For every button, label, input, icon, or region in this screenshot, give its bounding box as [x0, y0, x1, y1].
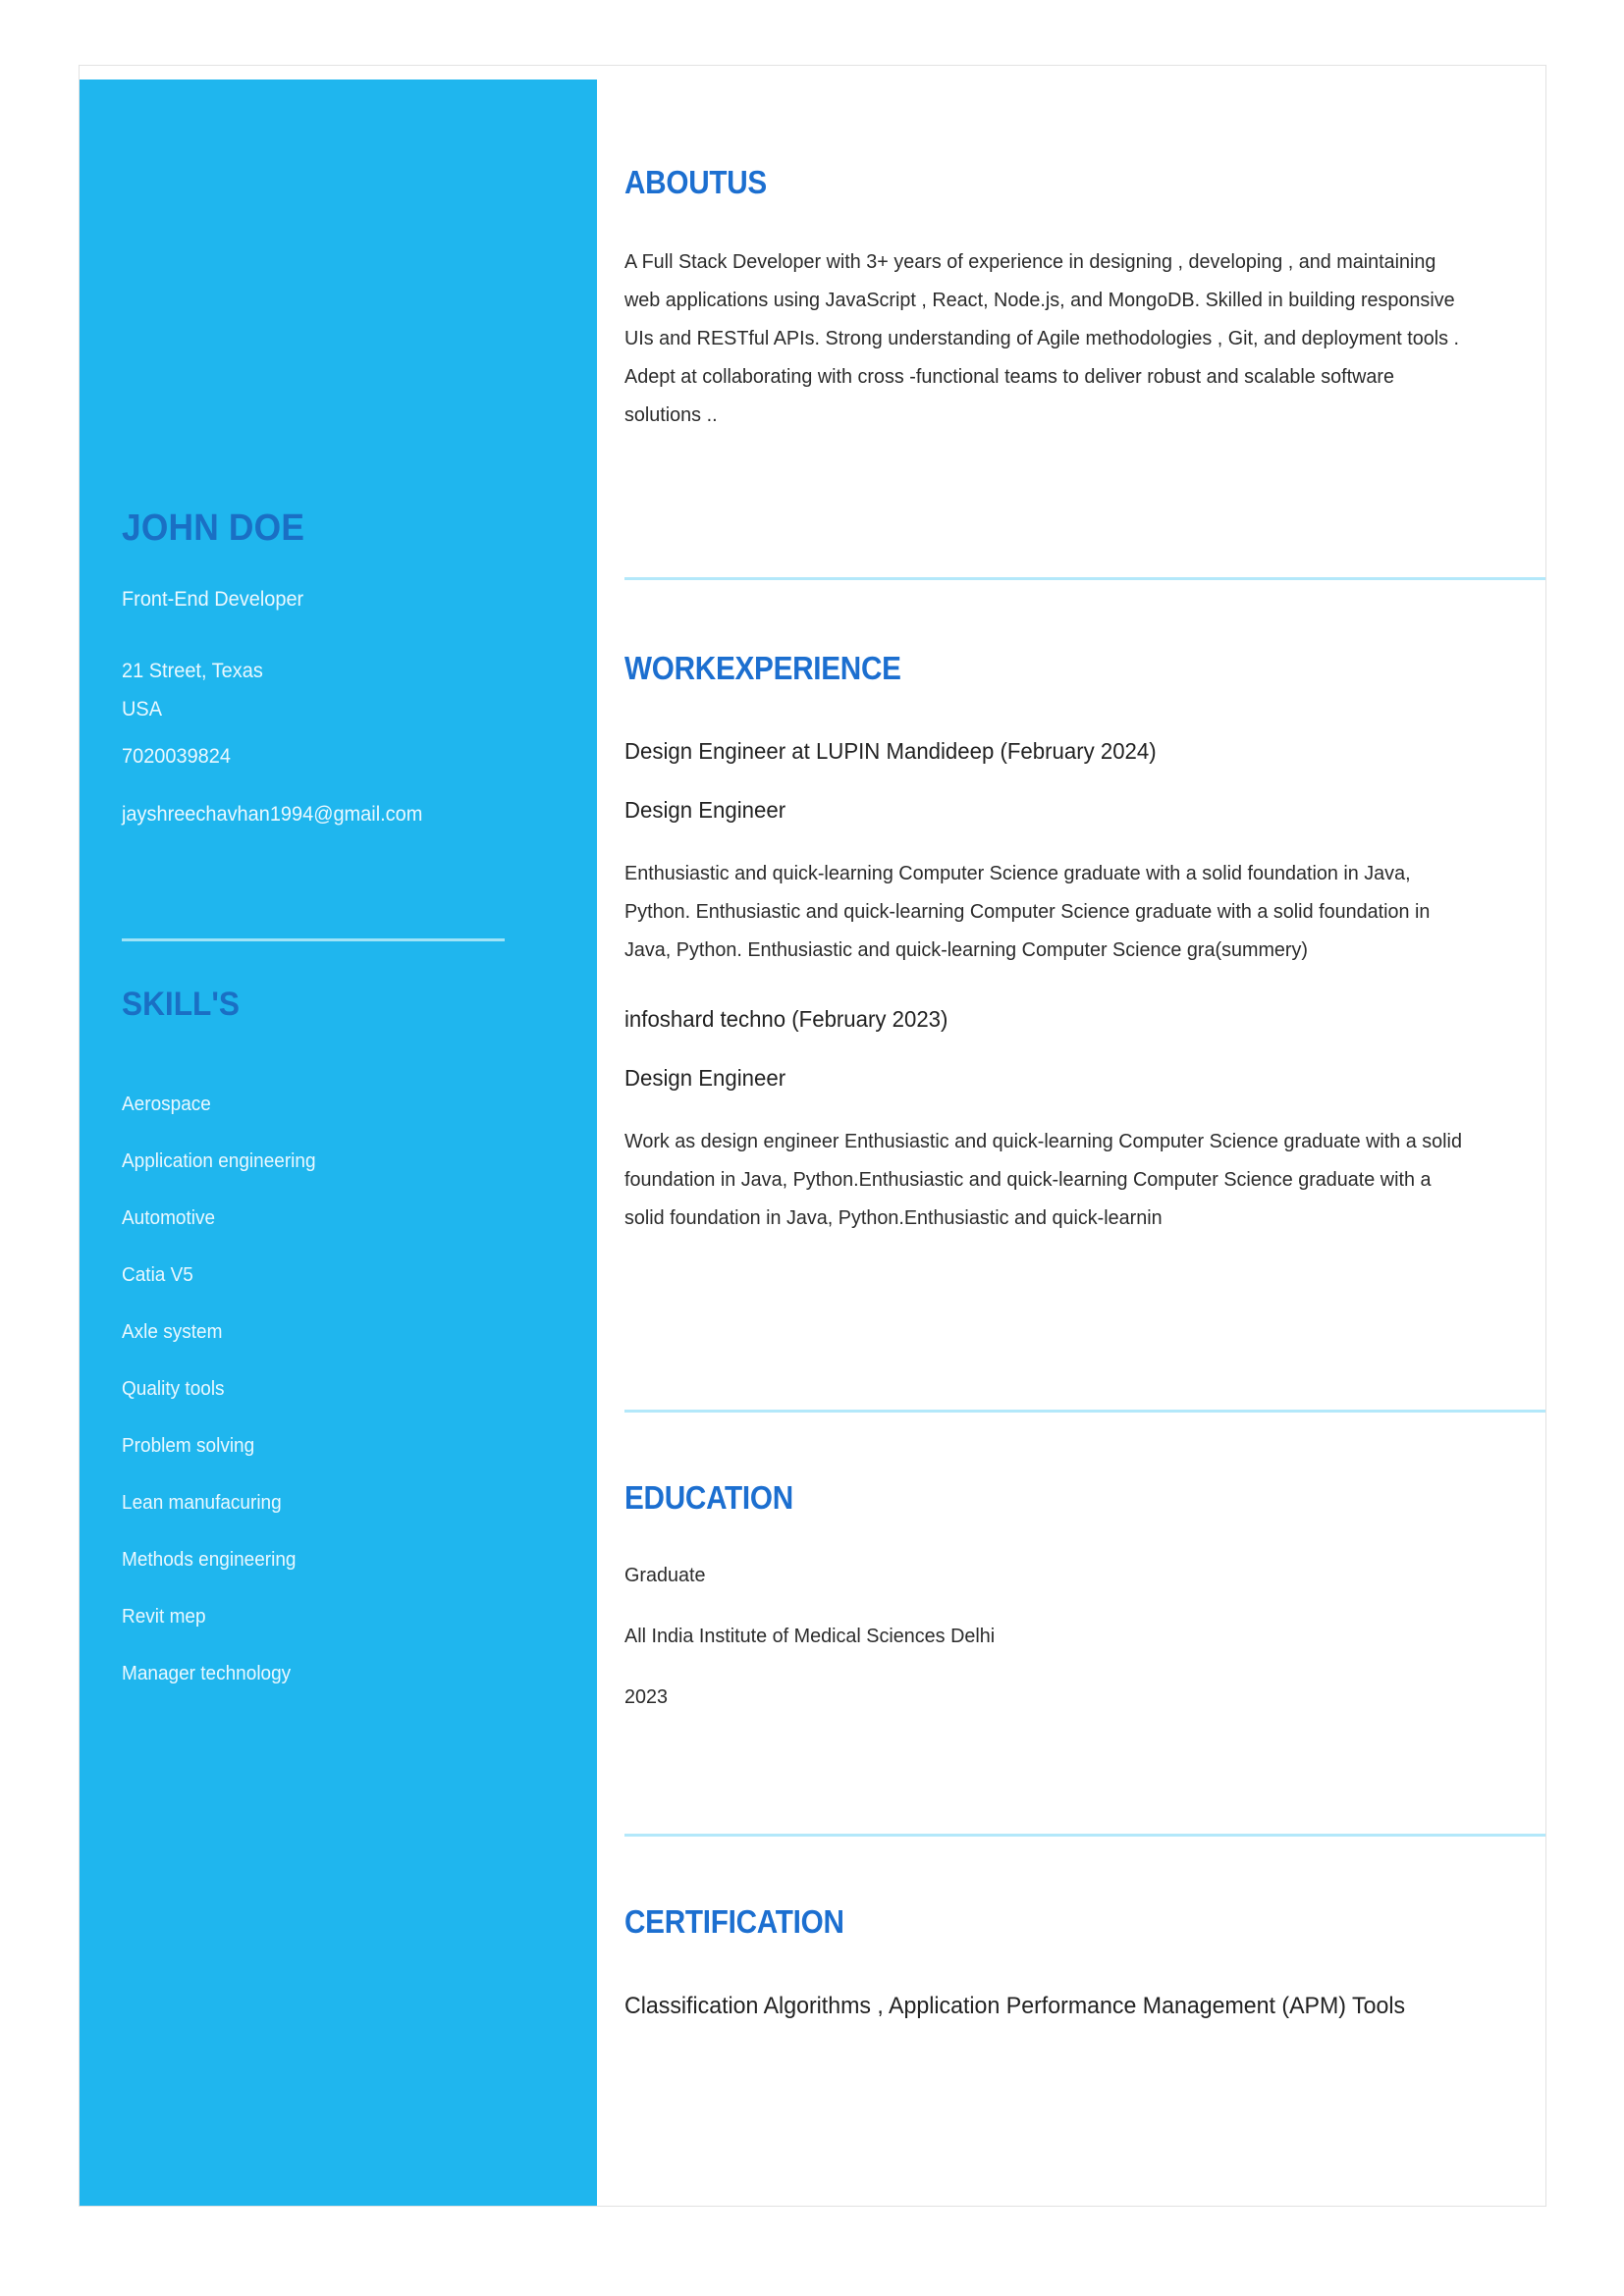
section-divider: [624, 1834, 1546, 1837]
list-item: Methods engineering: [122, 1549, 297, 1571]
list-item: Quality tools: [122, 1378, 225, 1400]
work-entry-description: Enthusiastic and quick-learning Computer Science graduate with a solid foundation in Java, Python. Enthusiastic and quick-learning Computer Science graduate with a solid foundation in Java, Python. Enthusiastic and quick-learning Computer Science gra(summery): [624, 862, 1431, 961]
resume-page: [79, 65, 1546, 2207]
list-item: Manager technology: [122, 1663, 292, 1684]
about-text: A Full Stack Developer with 3+ years of experience in designing , developing , and maintaining web applications using JavaScript , React, Node.js, and MongoDB. Skilled in building responsive UIs and RESTful APIs. Strong understanding of Agile methodologies , Git, and deployment tools . Adept at collaborating with cross -functional teams to deliver robust and scalable software solutions ..: [624, 250, 1460, 426]
work-entry-title: infoshard techno (February 2023): [624, 1006, 948, 1032]
list-item: Aerospace: [122, 1094, 211, 1115]
list-item: Application engineering: [122, 1150, 316, 1172]
list-item: Problem solving: [122, 1435, 255, 1457]
skills-list: [122, 1091, 577, 1717]
about-section: [624, 164, 1506, 434]
certification-text: Classification Algorithms , Application Performance Management (APM) Tools: [624, 1993, 1406, 2019]
list-item: Automotive: [122, 1207, 216, 1229]
list-item: Axle system: [122, 1321, 223, 1343]
main-column: [597, 66, 1545, 2206]
list-item: Lean manufacuring: [122, 1492, 282, 1514]
phone-number: 7020039824: [122, 745, 231, 768]
work-entry: [624, 1002, 1506, 1237]
candidate-name: JOHN DOE: [122, 507, 305, 549]
sidebar-divider: [122, 938, 505, 941]
sidebar: [80, 80, 597, 2207]
education-heading: EDUCATION: [624, 1479, 793, 1516]
address-block: [122, 652, 263, 728]
work-entry-description: Work as design engineer Enthusiastic and quick-learning Computer Science graduate with a solid foundation in Java, Python.Enthusiastic and quick-learning Computer Science graduate with a solid foundation in Java, Python.Enthusiastic and quick-learnin: [624, 1130, 1462, 1229]
about-heading: ABOUTUS: [624, 164, 767, 200]
candidate-role: Front-End Developer: [122, 588, 304, 611]
address-line-2: USA: [122, 698, 163, 721]
list-item: Revit mep: [122, 1606, 206, 1628]
education-year: 2023: [624, 1685, 669, 1708]
skills-heading: SKILL'S: [122, 986, 240, 1023]
section-divider: [624, 1410, 1546, 1413]
work-section: [624, 650, 1506, 1237]
work-entry-title: Design Engineer at LUPIN Mandideep (February 2024): [624, 738, 1157, 764]
education-institution: All India Institute of Medical Sciences Delhi: [624, 1625, 996, 1647]
list-item: Catia V5: [122, 1264, 193, 1286]
work-entry: [624, 734, 1506, 969]
work-heading: WORKEXPERIENCE: [624, 650, 901, 686]
address-line-1: 21 Street, Texas: [122, 660, 263, 682]
section-divider: [624, 577, 1546, 580]
work-entry-role: Design Engineer: [624, 797, 786, 823]
certification-section: [624, 1903, 1506, 2027]
certification-heading: CERTIFICATION: [624, 1903, 844, 1940]
education-section: [624, 1479, 1506, 1713]
education-degree: Graduate: [624, 1564, 706, 1586]
email-address: jayshreechavhan1994@gmail.com: [122, 803, 423, 826]
work-entry-role: Design Engineer: [624, 1065, 786, 1091]
